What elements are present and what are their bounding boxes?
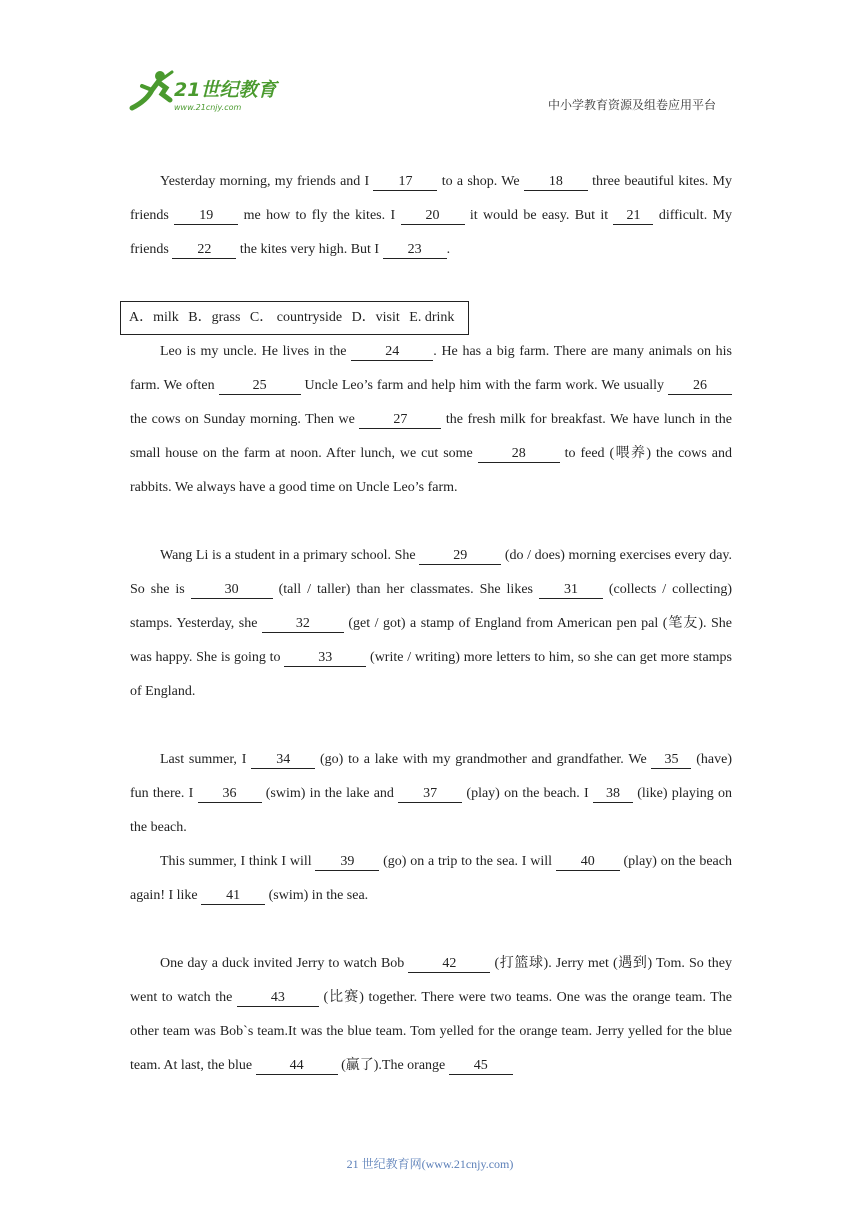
blank-23[interactable]: 23: [383, 242, 447, 259]
header-tagline: 中小学教育资源及组卷应用平台: [548, 98, 717, 112]
word-option-e: E. drink: [409, 310, 455, 325]
blank-25[interactable]: 25: [219, 378, 301, 395]
passage-basketball: One day a duck invited Jerry to watch Bob 42 (打篮球). Jerry met (遇到) Tom. So they went to watch the 43 (比赛) together. There were two teams. One was the orange team. The other team was Bob`s team.It was the blue team. Tom yelled for the orange team. Jerry yelled for the blue team. At last, the blue 44 (赢了).The orange 45: [130, 956, 732, 1073]
blank-19[interactable]: 19: [174, 208, 238, 225]
blank-31[interactable]: 31: [539, 582, 603, 599]
passage-this-summer: This summer, I think I will 39 (go) on a trip to the sea. I will 40 (play) on the beach again! I like 41 (swim) in the sea.: [130, 854, 732, 903]
passage-shopping: Yesterday morning, my friends and I 17 to a shop. We 18 three beautiful kites. My friends 19 me how to fly the kites. I 20 it would be easy. But it 21 difficult. My friends 22 the kites very high. But I 23 .: [130, 174, 733, 257]
blank-32[interactable]: 32: [262, 616, 344, 633]
blank-28[interactable]: 28: [478, 446, 560, 463]
worksheet-content: [130, 165, 732, 1083]
blank-26[interactable]: 26: [668, 378, 732, 395]
word-option-b: B．grass: [188, 310, 241, 325]
blank-36[interactable]: 36: [198, 786, 262, 803]
passage-last-summer: Last summer, I 34 (go) to a lake with my grandmother and grandfather. We 35 (have) fun there. I 36 (swim) in the lake and 37 (play) on the beach. I 38 (like) playing on the beach.: [130, 752, 733, 835]
blank-34[interactable]: 34: [251, 752, 315, 769]
blank-37[interactable]: 37: [398, 786, 462, 803]
blank-33[interactable]: 33: [284, 650, 366, 667]
logo-text: 21世纪教育: [174, 79, 277, 101]
blank-44[interactable]: 44: [256, 1058, 338, 1075]
word-bank-box: [120, 301, 469, 335]
blank-27[interactable]: 27: [359, 412, 441, 429]
passage-farm: Leo is my uncle. He lives in the 24 . He has a big farm. There are many animals on his farm. We often 25 Uncle Leo’s farm and help him with the farm work. We usually 26 the cows on Sunday morning. Then we 27 the fresh milk for breakfast. We have lunch in the small house on the farm at noon. After lunch, we cut some 28 to feed (喂养) the cows and rabbits. We always have a good time on Uncle Leo’s farm.: [130, 344, 732, 495]
word-option-a: A．milk: [129, 310, 179, 325]
word-option-c: C． countryside: [249, 310, 343, 325]
blank-29[interactable]: 29: [419, 548, 501, 565]
blank-40[interactable]: 40: [556, 854, 620, 871]
blank-20[interactable]: 20: [401, 208, 465, 225]
blank-39[interactable]: 39: [315, 854, 379, 871]
blank-17[interactable]: 17: [373, 174, 437, 191]
blank-18[interactable]: 18: [524, 174, 588, 191]
footer-link[interactable]: 21 世纪教育网(www.21cnjy.com): [346, 1157, 514, 1171]
blank-38[interactable]: 38: [593, 786, 633, 803]
word-option-d: D．visit: [351, 310, 400, 325]
blank-35[interactable]: 35: [651, 752, 691, 769]
site-logo: [122, 68, 292, 116]
blank-45[interactable]: 45: [449, 1058, 513, 1075]
blank-30[interactable]: 30: [191, 582, 273, 599]
blank-24[interactable]: 24: [351, 344, 433, 361]
blank-41[interactable]: 41: [201, 888, 265, 905]
blank-22[interactable]: 22: [172, 242, 236, 259]
blank-21[interactable]: 21: [613, 208, 653, 225]
blank-42[interactable]: 42: [408, 956, 490, 973]
passage-wang-li: Wang Li is a student in a primary school. She 29 (do / does) morning exercises every day. So she is 30 (tall / taller) than her classmates. She likes 31 (collects / collecting) stamps. Yesterday, she 32 (get / got) a stamp of England from American pen pal (笔友). She was happy. She is going to 33 (write / writing) more letters to him, so she can get more stamps of England.: [130, 548, 733, 699]
logo-url-text: www.21cnjy.com: [174, 103, 242, 112]
blank-43[interactable]: 43: [237, 990, 319, 1007]
